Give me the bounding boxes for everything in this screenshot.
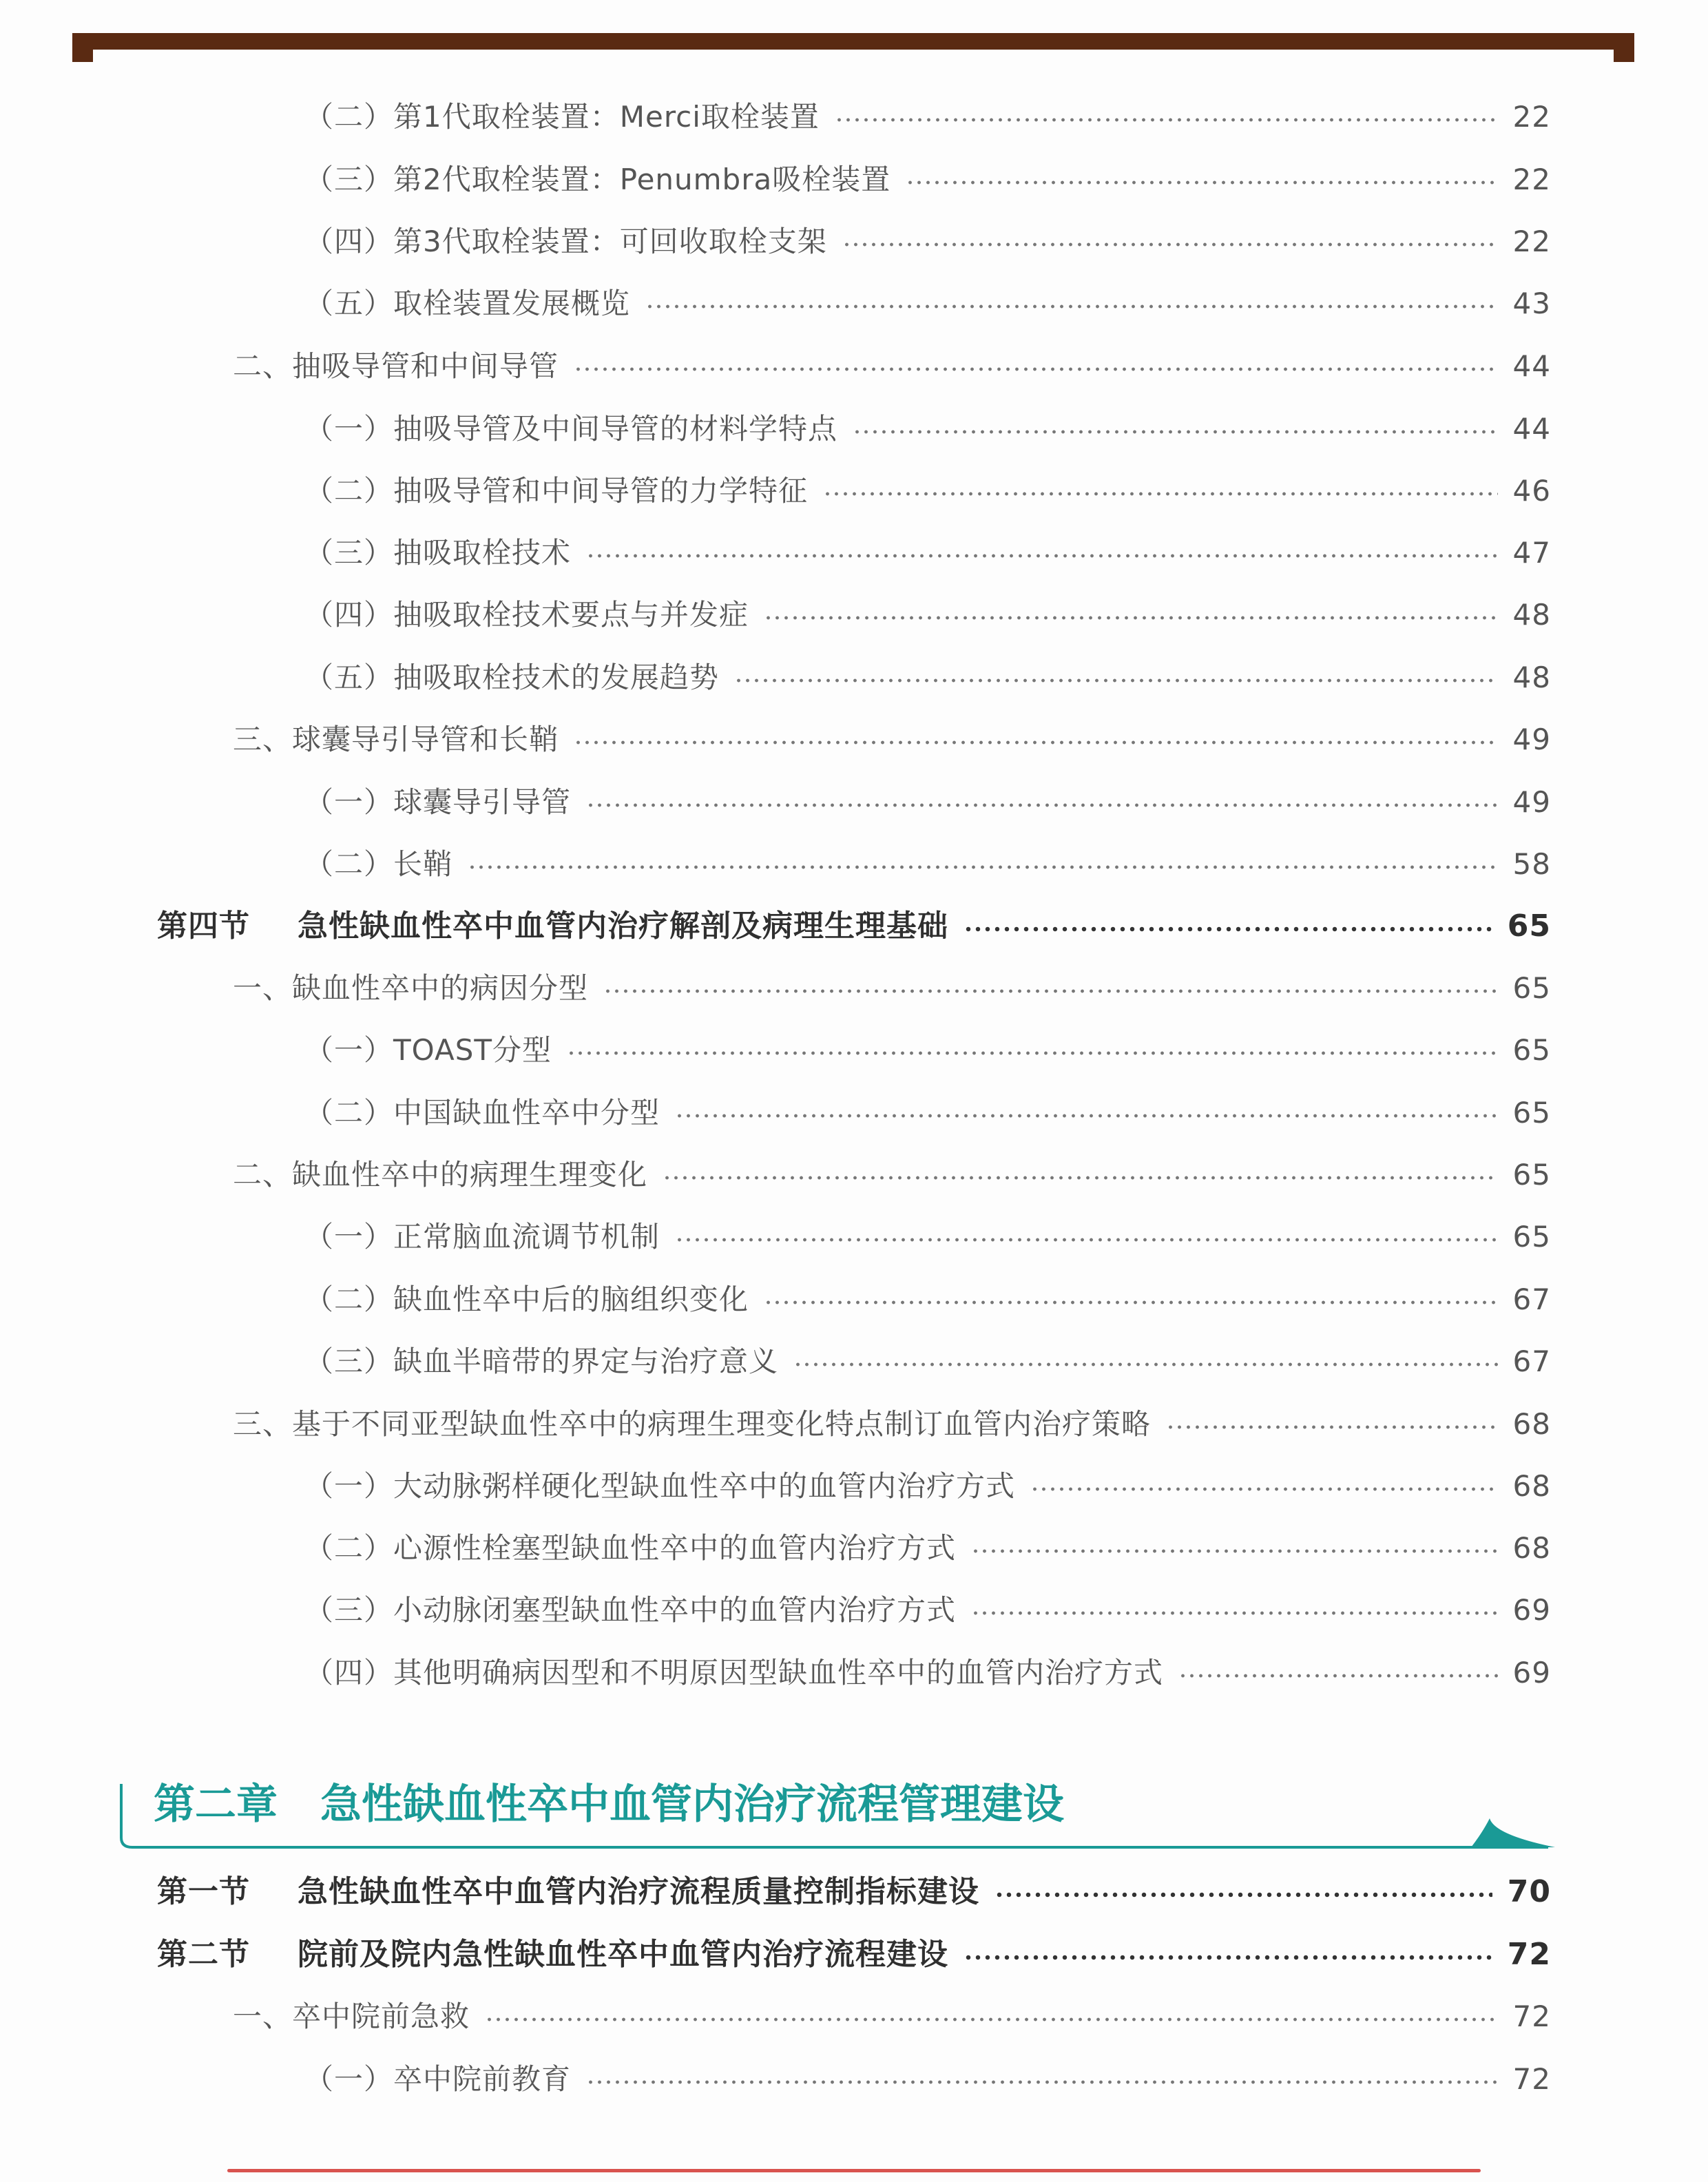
toc-entry-title: 心源性栓塞型缺血性卒中的血管内治疗方式	[393, 1531, 957, 1565]
toc-entry-title: 抽吸取栓技术的发展趋势	[393, 661, 720, 694]
toc-entry[interactable]	[304, 654, 1551, 702]
toc-entry[interactable]	[304, 218, 1551, 266]
toc-section-entry[interactable]	[157, 1868, 1551, 1916]
leader-dots	[675, 1113, 1498, 1119]
toc-entry-page: 68	[1512, 1531, 1551, 1565]
leader-dots	[675, 1237, 1498, 1243]
toc-entry[interactable]	[304, 1586, 1551, 1634]
leader-dots	[1030, 1486, 1498, 1492]
toc-section-entry[interactable]	[157, 902, 1551, 950]
toc-entry-number: （一）	[304, 412, 394, 446]
toc-entry-number: 一、	[233, 1999, 293, 2033]
toc-entry-page: 44	[1512, 412, 1551, 446]
toc-entry-page: 49	[1512, 785, 1551, 819]
toc-entry[interactable]	[233, 964, 1551, 1012]
toc-entry-number: （二）	[304, 847, 394, 881]
toc-entry-number: （四）	[304, 225, 394, 258]
toc-entry[interactable]	[233, 1993, 1551, 2041]
top-border-right-cap	[1614, 33, 1634, 62]
toc-entry-title: 卒中院前急救	[292, 1999, 470, 2033]
toc-entry-title: 抽吸取栓技术要点与并发症	[393, 598, 749, 632]
toc-entry-number: （二）	[304, 100, 394, 134]
leader-dots	[764, 1300, 1498, 1305]
toc-entry[interactable]	[304, 1276, 1551, 1324]
toc-section-title: 急性缺血性卒中血管内治疗解剖及病理生理基础	[298, 908, 948, 944]
toc-entry-title: 大动脉粥样硬化型缺血性卒中的血管内治疗方式	[393, 1469, 1016, 1503]
toc-entry-title: 第2代取栓装置：Penumbra吸栓装置	[393, 163, 891, 196]
toc-entry-page: 43	[1512, 287, 1551, 320]
toc-entry-page: 46	[1512, 474, 1551, 508]
toc-section-entry[interactable]	[157, 1931, 1551, 1979]
toc-entry[interactable]	[304, 529, 1551, 577]
toc-entry-title: 缺血性卒中的病因分型	[292, 971, 589, 1005]
toc-entry-page: 22	[1512, 163, 1551, 196]
toc-entry-number: （一）	[304, 2062, 394, 2096]
toc-entry[interactable]	[304, 467, 1551, 515]
toc-entry-page: 47	[1512, 536, 1551, 570]
toc-entry-title: 缺血半暗带的界定与治疗意义	[393, 1344, 779, 1378]
toc-entry-title: 基于不同亚型缺血性卒中的病理生理变化特点制订血管内治疗策略	[292, 1407, 1152, 1441]
leader-dots	[603, 988, 1498, 994]
toc-entry-page: 48	[1512, 598, 1551, 632]
leader-dots	[1178, 1673, 1498, 1679]
leader-dots	[906, 180, 1497, 185]
toc-entry-number: （三）	[304, 1344, 394, 1378]
toc-entry-page: 48	[1512, 661, 1551, 694]
leader-dots	[734, 678, 1498, 683]
toc-entry-title: 小动脉闭塞型缺血性卒中的血管内治疗方式	[393, 1593, 957, 1627]
toc-entry-page: 22	[1512, 100, 1551, 134]
toc-entry-page: 58	[1512, 847, 1551, 881]
toc-entry-page: 67	[1512, 1344, 1551, 1378]
toc-entry-title: TOAST分型	[393, 1033, 552, 1067]
toc-entry[interactable]	[304, 405, 1551, 453]
toc-entry-page: 65	[1512, 1096, 1551, 1130]
toc-entry-number: （二）	[304, 1282, 394, 1316]
toc-entry[interactable]	[304, 840, 1551, 889]
toc-entry-page: 68	[1512, 1407, 1551, 1441]
toc-entry-title: 球囊导引导管	[393, 785, 572, 819]
toc-entry-page: 69	[1512, 1656, 1551, 1690]
leader-dots	[764, 615, 1498, 621]
leader-dots	[663, 1175, 1498, 1181]
toc-entry[interactable]	[304, 1524, 1551, 1572]
toc-entry-number: 二、	[233, 349, 293, 383]
toc-entry-page: 22	[1512, 225, 1551, 258]
toc-entry-page: 49	[1512, 723, 1551, 756]
toc-entry-title: 第1代取栓装置：Merci取栓装置	[393, 100, 820, 134]
leader-dots	[586, 2079, 1498, 2085]
toc-entry-number: （三）	[304, 1593, 394, 1627]
toc-section-page: 70	[1507, 1874, 1551, 1909]
toc-entry-number: （四）	[304, 598, 394, 632]
leader-dots	[971, 1610, 1498, 1616]
toc-entry-number: （五）	[304, 661, 394, 694]
toc-entry-number: （二）	[304, 1531, 394, 1565]
toc-section-title: 急性缺血性卒中血管内治疗流程质量控制指标建设	[298, 1874, 979, 1909]
toc-entry-title: 卒中院前教育	[393, 2062, 572, 2096]
toc-section-page: 65	[1507, 908, 1551, 944]
toc-entry-title: 取栓装置发展概览	[393, 287, 631, 320]
leader-dots	[586, 802, 1498, 808]
leader-dots	[793, 1362, 1498, 1367]
toc-entry-number: 三、	[233, 723, 293, 756]
toc-entry-title: 抽吸导管和中间导管	[292, 349, 559, 383]
leader-dots	[835, 117, 1498, 123]
toc-entry-title: 抽吸导管及中间导管的材料学特点	[393, 412, 838, 446]
top-border-left-cap	[72, 33, 93, 62]
toc-entry-number: （三）	[304, 536, 394, 570]
toc-entry-title: 其他明确病因型和不明原因型缺血性卒中的血管内治疗方式	[393, 1656, 1164, 1690]
toc-entry[interactable]	[233, 716, 1551, 764]
toc-entry-title: 抽吸导管和中间导管的力学特征	[393, 474, 809, 508]
toc-entry-number: 一、	[233, 971, 293, 1005]
toc-entry[interactable]	[304, 156, 1551, 204]
toc-entry-page: 68	[1512, 1469, 1551, 1503]
toc-entry[interactable]	[304, 778, 1551, 827]
leader-dots	[823, 491, 1498, 497]
toc-entry-number: （五）	[304, 287, 394, 320]
leader-dots	[971, 1548, 1498, 1554]
toc-entry-page: 65	[1512, 1220, 1551, 1254]
top-border-bar	[72, 33, 1634, 50]
toc-entry-page: 44	[1512, 349, 1551, 383]
toc-entry[interactable]	[304, 2055, 1551, 2103]
bottom-accent-line	[227, 2169, 1481, 2172]
toc-entry-number: （二）	[304, 1096, 394, 1130]
toc-entry-page: 67	[1512, 1282, 1551, 1316]
toc-section-number: 第四节	[157, 908, 250, 944]
toc-entry-title: 第3代取栓装置：可回收取栓支架	[393, 225, 827, 258]
toc-entry[interactable]	[233, 1400, 1551, 1448]
toc-section-number: 第二节	[157, 1937, 250, 1972]
toc-entry[interactable]	[304, 93, 1551, 141]
toc-section-number: 第一节	[157, 1874, 250, 1909]
toc-entry-title: 中国缺血性卒中分型	[393, 1096, 660, 1130]
toc-entry-page: 65	[1512, 1033, 1551, 1067]
chapter-number: 第二章	[154, 1780, 278, 1829]
toc-section-title: 院前及院内急性缺血性卒中血管内治疗流程建设	[298, 1937, 948, 1972]
toc-entry-number: （二）	[304, 474, 394, 508]
toc-entry-page: 69	[1512, 1593, 1551, 1627]
toc-entry-page: 72	[1512, 1999, 1551, 2033]
toc-entry-title: 长鞘	[393, 847, 453, 881]
toc-entry[interactable]	[304, 1026, 1551, 1074]
chapter-title-block	[154, 1770, 1064, 1839]
leader-dots	[485, 2017, 1498, 2022]
toc-entry-title: 缺血性卒中后的脑组织变化	[393, 1282, 749, 1316]
toc-entry-number: 三、	[233, 1407, 293, 1441]
leader-dots	[567, 1050, 1498, 1056]
toc-entry-title: 缺血性卒中的病理生理变化	[292, 1158, 648, 1192]
leader-dots	[468, 864, 1498, 870]
toc-entry-title: 正常脑血流调节机制	[393, 1220, 660, 1254]
toc-entry[interactable]	[304, 280, 1551, 328]
toc-section-page: 72	[1507, 1937, 1551, 1972]
toc-entry[interactable]	[304, 1649, 1551, 1697]
toc-entry[interactable]	[304, 591, 1551, 639]
leader-dots	[1166, 1424, 1498, 1430]
leader-dots	[842, 242, 1498, 247]
toc-entry-number: （一）	[304, 1469, 394, 1503]
toc-entry[interactable]	[304, 1213, 1551, 1261]
leader-dots	[964, 926, 1492, 932]
leader-dots	[574, 740, 1498, 745]
leader-dots	[994, 1892, 1492, 1898]
toc-entry-number: （四）	[304, 1656, 394, 1690]
toc-entry-page: 65	[1512, 971, 1551, 1005]
chapter-title: 急性缺血性卒中血管内治疗流程管理建设	[320, 1780, 1064, 1829]
leader-dots	[586, 553, 1498, 559]
toc-entry-page: 72	[1512, 2062, 1551, 2096]
toc-entry-title: 抽吸取栓技术	[393, 536, 572, 570]
toc-entry[interactable]	[233, 1151, 1551, 1199]
chapter-heading[interactable]	[116, 1763, 1555, 1853]
toc-entry[interactable]	[304, 1338, 1551, 1386]
toc-entry-title: 球囊导引导管和长鞘	[292, 723, 559, 756]
toc-entry-number: （一）	[304, 1033, 394, 1067]
toc-entry[interactable]	[233, 342, 1551, 391]
toc-entry-number: （一）	[304, 1220, 394, 1254]
leader-dots	[574, 366, 1498, 372]
leader-dots	[645, 304, 1498, 309]
leader-dots	[853, 429, 1498, 435]
toc-entry[interactable]	[304, 1462, 1551, 1510]
toc-entry-number: 二、	[233, 1158, 293, 1192]
toc-entry-number: （三）	[304, 163, 394, 196]
toc-entry-number: （一）	[304, 785, 394, 819]
leader-dots	[964, 1955, 1492, 1960]
toc-entry[interactable]	[304, 1089, 1551, 1137]
toc-entry-page: 65	[1512, 1158, 1551, 1192]
